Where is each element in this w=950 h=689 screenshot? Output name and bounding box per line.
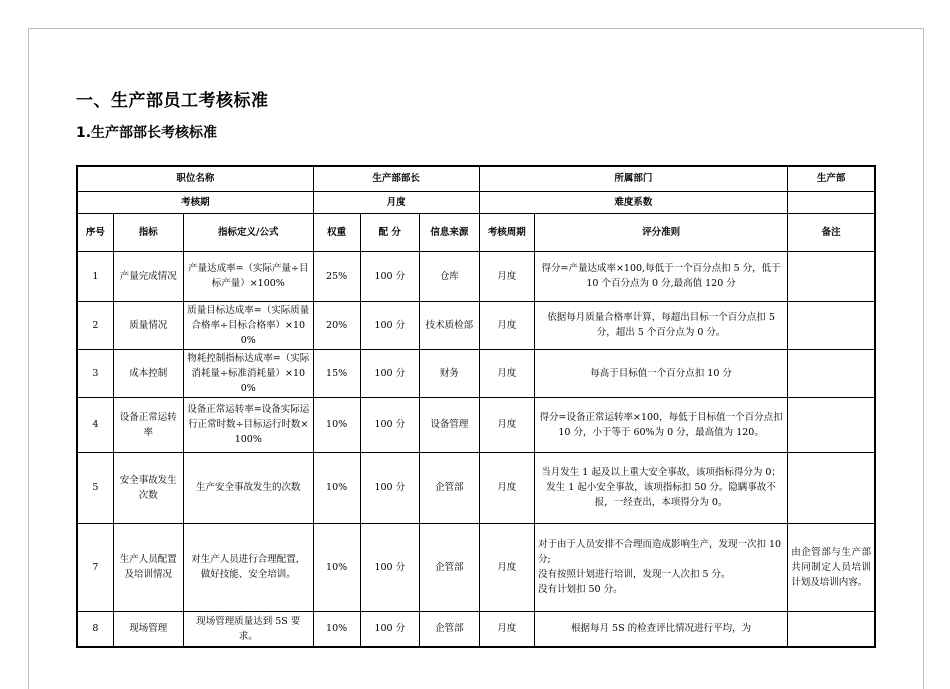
header-cycle: 考核周期 <box>479 213 534 251</box>
period-value: 月度 <box>313 191 479 213</box>
difficulty-value <box>788 191 875 213</box>
header-no: 序号 <box>77 213 113 251</box>
header-source: 信息来源 <box>420 213 480 251</box>
info-row-period <box>77 191 875 213</box>
row-no: 7 <box>77 523 113 611</box>
row-score: 100 分 <box>360 523 420 611</box>
row-indicator: 质量情况 <box>113 301 183 349</box>
row-definition: 现场管理质量达到 5S 要求。 <box>183 611 313 647</box>
row-weight: 10% <box>313 397 360 452</box>
row-indicator: 现场管理 <box>113 611 183 647</box>
row-cycle: 月度 <box>479 397 534 452</box>
row-source: 财务 <box>420 349 480 397</box>
row-source: 企管部 <box>420 452 480 523</box>
row-weight: 10% <box>313 523 360 611</box>
table-row <box>77 397 875 452</box>
info-row-position <box>77 166 875 191</box>
row-source: 技术质检部 <box>420 301 480 349</box>
row-indicator: 生产人员配置及培训情况 <box>113 523 183 611</box>
row-cycle: 月度 <box>479 523 534 611</box>
row-cycle: 月度 <box>479 251 534 301</box>
row-weight: 20% <box>313 301 360 349</box>
row-indicator: 安全事故发生次数 <box>113 452 183 523</box>
row-remark <box>788 611 875 647</box>
header-criteria: 评分准则 <box>534 213 787 251</box>
row-definition: 设备正常运转率=设备实际运行正常时数÷目标运行时数×100% <box>183 397 313 452</box>
subsection-heading: 1.生产部部长考核标准 <box>76 125 218 141</box>
table-row <box>77 251 875 301</box>
criteria-line: 对于由于人员安排不合理而造成影响生产，发现一次扣 10 分; <box>537 539 782 565</box>
row-no: 2 <box>77 301 113 349</box>
row-criteria: 依据每月质量合格率计算，每超出目标一个百分点扣 5 分，超出 5 个百分点为 0 分。 <box>534 301 787 349</box>
dept-value: 生产部 <box>788 166 875 191</box>
difficulty-label: 难度系数 <box>479 191 788 213</box>
row-weight: 15% <box>313 349 360 397</box>
row-no: 1 <box>77 251 113 301</box>
header-score: 配 分 <box>360 213 420 251</box>
criteria-line: 没有计划扣 50 分。 <box>537 584 623 595</box>
header-definition: 指标定义/公式 <box>183 213 313 251</box>
dept-label: 所属部门 <box>479 166 788 191</box>
section-heading: 一、生产部员工考核标准 <box>76 91 269 111</box>
row-definition: 生产安全事故发生的次数 <box>183 452 313 523</box>
row-criteria: 得分=设备正常运转率×100，每低于目标值一个百分点扣 10 分，小于等于 60%为 0 分，最高值为 120。 <box>534 397 787 452</box>
header-weight: 权重 <box>313 213 360 251</box>
row-definition: 对生产人员进行合理配置，做好技能、安全培训。 <box>183 523 313 611</box>
row-weight: 25% <box>313 251 360 301</box>
row-score: 100 分 <box>360 452 420 523</box>
row-remark: 由企管部与生产部共同制定人员培训计划及培训内容。 <box>788 523 875 611</box>
table-row <box>77 611 875 647</box>
row-source: 企管部 <box>420 523 480 611</box>
row-definition: 物耗控制指标达成率=（实际消耗量÷标准消耗量）×100% <box>183 349 313 397</box>
row-indicator: 产量完成情况 <box>113 251 183 301</box>
row-weight: 10% <box>313 452 360 523</box>
table-row <box>77 523 875 611</box>
row-source: 仓库 <box>420 251 480 301</box>
row-source: 企管部 <box>420 611 480 647</box>
row-criteria: 当月发生 1 起及以上重大安全事故，该项指标得分为 0；发生 1 起小安全事故，该项指标扣 50 分。隐瞒事故不报，一经查出，本项得分为 0。 <box>534 452 787 523</box>
row-weight: 10% <box>313 611 360 647</box>
row-criteria: 根据每月 5S 的检查评比情况进行平均，为 <box>534 611 787 647</box>
row-no: 3 <box>77 349 113 397</box>
row-remark <box>788 301 875 349</box>
row-source: 设备管理 <box>420 397 480 452</box>
row-cycle: 月度 <box>479 611 534 647</box>
row-remark <box>788 251 875 301</box>
row-remark <box>788 397 875 452</box>
row-criteria <box>534 523 787 611</box>
period-label: 考核期 <box>77 191 313 213</box>
row-indicator: 设备正常运转率 <box>113 397 183 452</box>
header-remark: 备注 <box>788 213 875 251</box>
row-definition: 质量目标达成率=（实际质量合格率÷目标合格率）×100% <box>183 301 313 349</box>
table-row <box>77 349 875 397</box>
row-score: 100 分 <box>360 397 420 452</box>
row-score: 100 分 <box>360 349 420 397</box>
header-row <box>77 213 875 251</box>
header-indicator: 指标 <box>113 213 183 251</box>
row-cycle: 月度 <box>479 301 534 349</box>
position-value: 生产部部长 <box>313 166 479 191</box>
row-no: 8 <box>77 611 113 647</box>
row-cycle: 月度 <box>479 452 534 523</box>
table-row <box>77 301 875 349</box>
row-criteria: 每高于目标值一个百分点扣 10 分 <box>534 349 787 397</box>
row-indicator: 成本控制 <box>113 349 183 397</box>
row-remark <box>788 452 875 523</box>
table-row <box>77 452 875 523</box>
row-score: 100 分 <box>360 301 420 349</box>
position-label: 职位名称 <box>77 166 313 191</box>
row-criteria: 得分=产量达成率×100,每低于一个百分点扣 5 分，低于 10 个百分点为 0 分,最高值 120 分 <box>534 251 787 301</box>
kpi-table <box>76 165 876 648</box>
row-remark <box>788 349 875 397</box>
row-score: 100 分 <box>360 251 420 301</box>
row-cycle: 月度 <box>479 349 534 397</box>
row-no: 5 <box>77 452 113 523</box>
row-score: 100 分 <box>360 611 420 647</box>
row-definition: 产量达成率=（实际产量÷目标产量）×100% <box>183 251 313 301</box>
criteria-line: 没有按照计划进行培训，发现一人次扣 5 分。 <box>537 569 731 580</box>
row-no: 4 <box>77 397 113 452</box>
